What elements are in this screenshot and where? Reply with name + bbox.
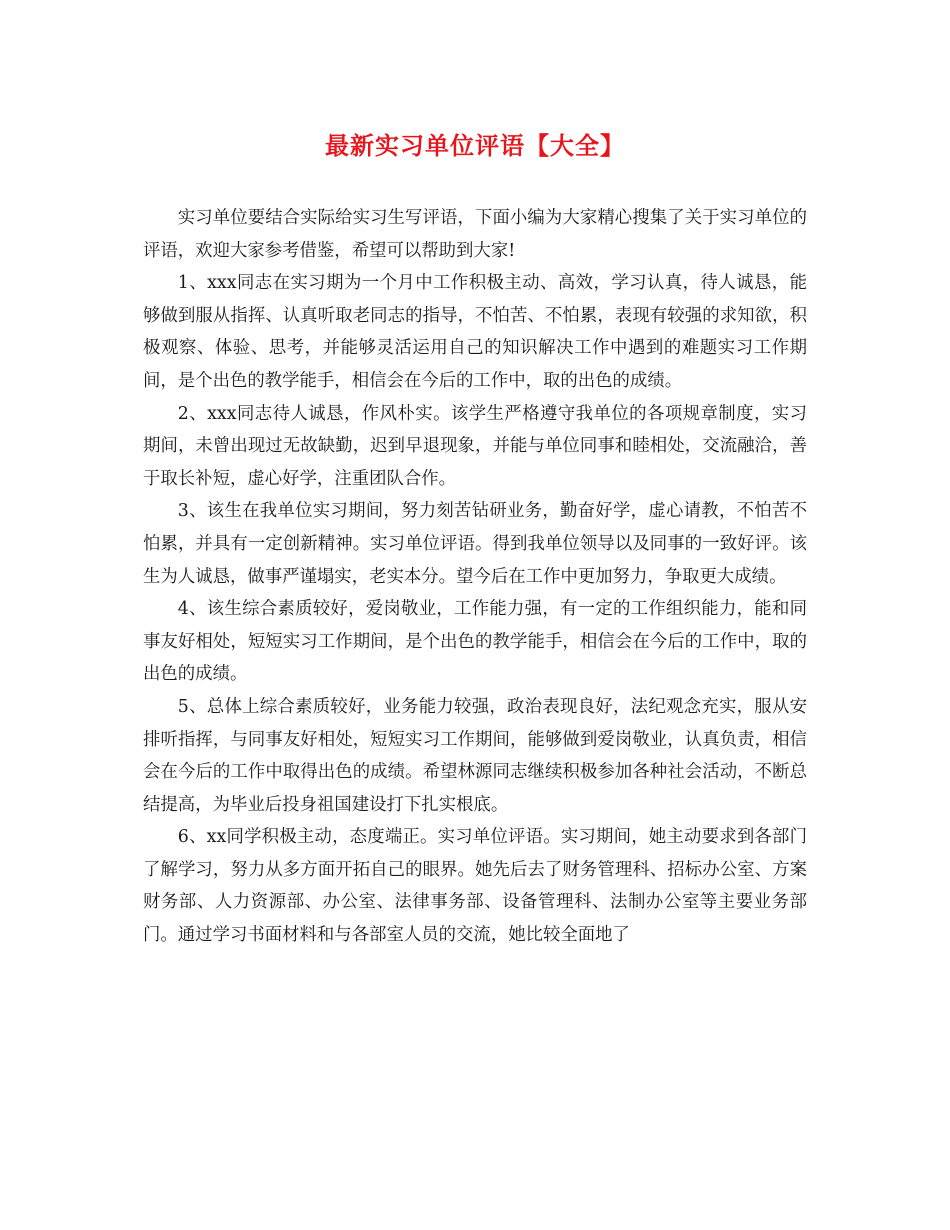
evaluation-paragraph-5: 5、总体上综合素质较好，业务能力较强，政治表现良好，法纪观念充实，服从安排听指挥，与同事友好相处，短短实习工作期间，能够做到爱岗敬业，认真负责，相信会在今后的工作中取得出色的成绩。希望林源同志继续积极参加各种社会活动，不断总结提高，为毕业后投身祖国建设打下扎实根底。 (143, 696, 807, 815)
evaluation-paragraph-4: 4、该生综合素质较好，爱岗敬业，工作能力强，有一定的工作组织能力，能和同事友好相处，短短实习工作期间，是个出色的教学能手，相信会在今后的工作中，取的出色的成绩。 (143, 599, 807, 685)
evaluation-paragraph-3: 3、该生在我单位实习期间，努力刻苦钻研业务，勤奋好学，虚心请教，不怕苦不怕累，并具有一定创新精神。实习单位评语。得到我单位领导以及同事的一致好评。该生为人诚恳，做事严谨塌实，老实本分。望今后在工作中更加努力，争取更大成绩。 (143, 501, 807, 587)
evaluation-paragraph-6: 6、xx同学积极主动，态度端正。实习单位评语。实习期间，她主动要求到各部门了解学习，努力从多方面开拓自己的眼界。她先后去了财务管理科、招标办公室、方案财务部、人力资源部、办公室、法律事务部、设备管理科、法制办公室等主要业务部门。通过学习书面材料和与各部室人员的交流，她比较全面地了 (143, 827, 807, 946)
document-title: 最新实习单位评语【大全】 (325, 131, 625, 160)
evaluation-paragraph-2: 2、xxx同志待人诚恳，作风朴实。该学生严格遵守我单位的各项规章制度，实习期间，未曾出现过无故缺勤，迟到早退现象，并能与单位同事和睦相处，交流融洽，善于取长补短，虚心好学，注重团队合作。 (143, 403, 807, 489)
intro-paragraph: 实习单位要结合实际给实习生写评语，下面小编为大家精心搜集了关于实习单位的评语，欢迎大家参考借鉴，希望可以帮助到大家! (143, 208, 807, 261)
document-body (143, 202, 807, 952)
evaluation-paragraph-1: 1、xxx同志在实习期为一个月中工作积极主动、高效，学习认真，待人诚恳，能够做到服从指挥、认真听取老同志的指导，不怕苦、不怕累，表现有较强的求知欲，积极观察、体验、思考，并能够灵活运用自己的知识解决工作中遇到的难题实习工作期间，是个出色的教学能手，相信会在今后的工作中，取的出色的成绩。 (143, 273, 807, 391)
